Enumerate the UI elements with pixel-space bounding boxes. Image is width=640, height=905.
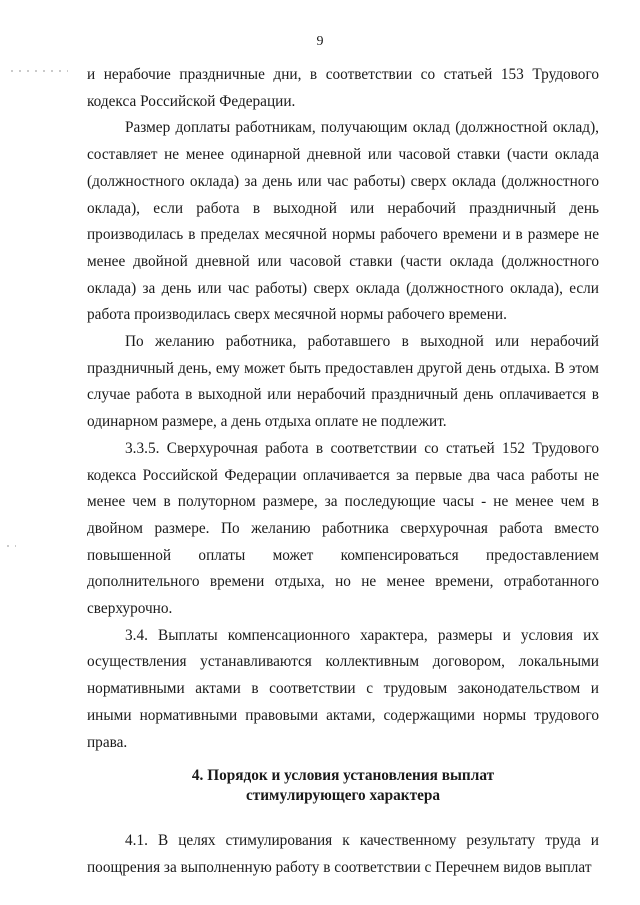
page-number: 9 (316, 34, 324, 49)
paragraph: и нерабочие праздничные дни, в соответствии со статьей 153 Трудового кодекса Российской Федерации. (87, 66, 599, 110)
section-heading (87, 766, 599, 806)
paragraph: Размер доплаты работникам, получающим оклад (должностной оклад), составляет не менее одинарной дневной или часовой ставки (части оклада (должностного оклада) за день или час работы) сверх оклада (должностного оклада), если работа в выходной или нерабочий праздничный день производилась в пределах месячной нормы рабочего времени и в размере не менее двойной дневной или часовой ставки (части оклада (должностного оклада) за день или час работы) сверх оклада (должностного оклада), если работа производилась сверх месячной нормы рабочего времени. (87, 119, 599, 324)
scan-artifact (8, 70, 68, 72)
paragraph: По желанию работника, работавшего в выходной или нерабочий праздничный день, ему может быть предоставлен другой день отдыха. В этом случае работа в выходной или нерабочий праздничный день оплачивается в одинарном размере, а день отдыха оплате не подлежит. (87, 333, 599, 431)
paragraph: 3.3.5. Сверхурочная работа в соответствии со статьей 152 Трудового кодекса Российской Федерации оплачивается за первые два часа работы не менее чем в полуторном размере, за последующие часы - не менее чем в двойном размере. По желанию работника сверхурочная работа вместо повышенной оплаты может компенсироваться предоставлением дополнительного времени отдыха, но не менее времени, отработанного сверхурочно. (87, 439, 599, 618)
section-heading-line: стимулирующего характера (245, 787, 441, 805)
paragraph: 3.4. Выплаты компенсационного характера, размеры и условия их осуществления устанавливаются коллективным договором, локальными нормативными актами в соответствии с трудовым законодательством и иными нормативными правовыми актами, содержащими нормы трудового права. (87, 626, 599, 751)
document-body (87, 62, 599, 882)
scan-artifact (4, 545, 16, 547)
section-heading-line: 4. Порядок и условия установления выплат (191, 767, 495, 785)
paragraph: 4.1. В целях стимулирования к качественному результату труда и поощрения за выполненную работу в соответствии с Перечнем видов выплат (87, 832, 599, 876)
